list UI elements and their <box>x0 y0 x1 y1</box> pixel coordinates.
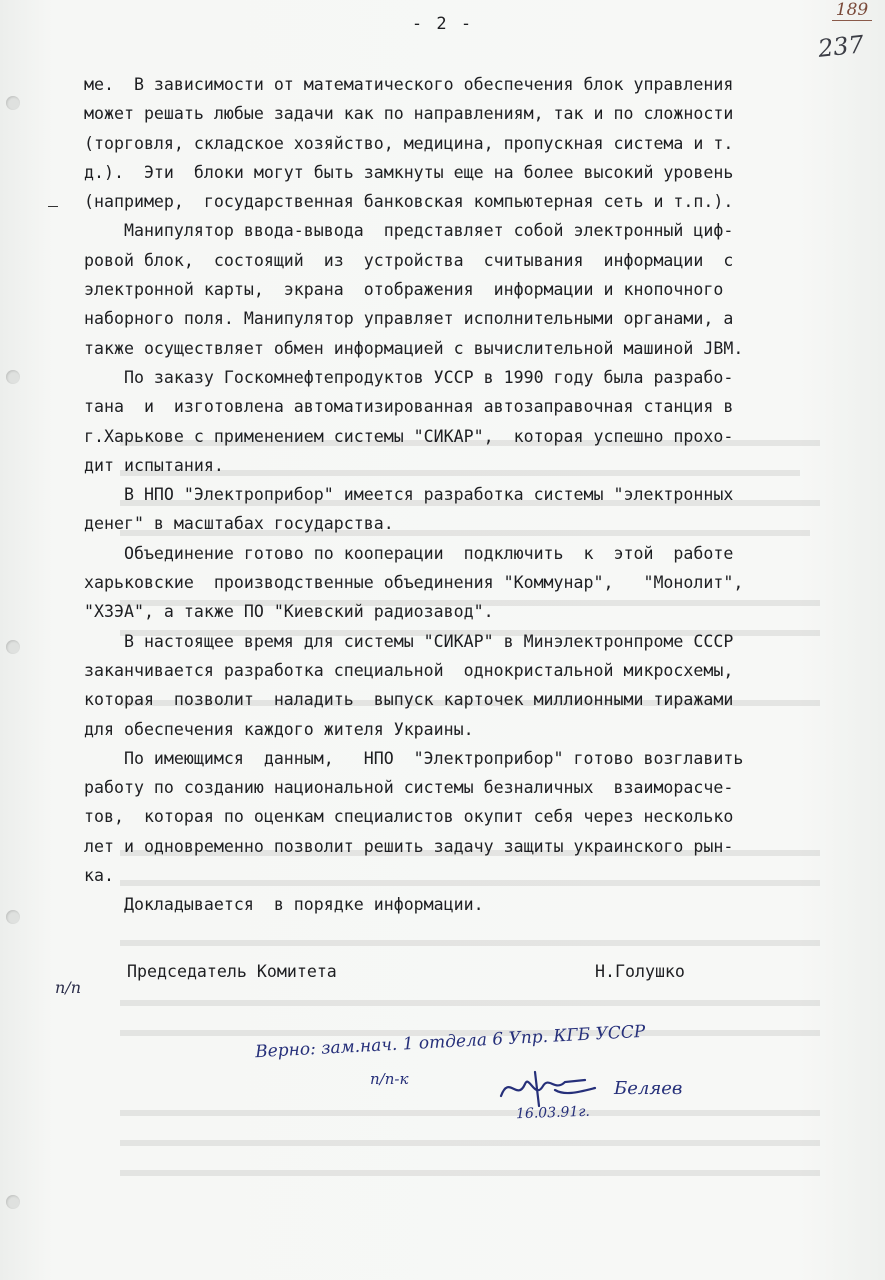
signature-block <box>0 962 885 992</box>
body-line: также осуществляет обмен информацией с вычислительной машиной JBM. <box>84 338 744 358</box>
body-line: которая позволит наладить выпуск карточек миллионными тиражами <box>84 690 734 710</box>
handwritten-certification: Верно: зам.нач. 1 отдела 6 Упр. КГБ УССР <box>254 1021 646 1063</box>
body-line: наборного поля. Манипулятор управляет исполнительными органами, а <box>84 309 734 329</box>
body-line: тана и изготовлена автоматизированная автозаправочная станция в <box>84 397 734 417</box>
body-line: для обеспечения каждого жителя Украины. <box>84 719 474 739</box>
body-line: г.Харькове с применением системы "СИКАР", которая успешно прохо- <box>84 426 734 446</box>
binding-hole <box>6 370 20 384</box>
body-line: (например, государственная банковская компьютерная сеть и т.п.). <box>84 192 734 212</box>
body-line: Докладывается в порядке информации. <box>84 895 484 915</box>
binding-hole <box>6 640 20 654</box>
body-line: может решать любые задачи как по направлениям, так и по сложности <box>84 104 734 124</box>
body-line: По заказу Госкомнефтепродуктов УССР в 1990 году была разрабо- <box>84 367 734 387</box>
body-line: электронной карты, экрана отображения информации и кнопочного <box>84 280 724 300</box>
body-line: По имеющимся данным, НПО "Электроприбор" готово возглавить <box>84 748 744 768</box>
archive-folio-number: 189 <box>832 0 872 21</box>
body-line: (торговля, складское хозяйство, медицина, пропускная система и т. <box>84 133 734 153</box>
body-line: В НПО "Электроприбор" имеется разработка системы "электронных <box>84 485 734 505</box>
body-line: д.). Эти блоки могут быть замкнуты еще на более высокий уровень <box>84 162 734 182</box>
page-number: - 2 - <box>411 14 474 34</box>
signature-absence-mark: п/п <box>55 978 81 997</box>
body-line: денег" в масштабах государства. <box>84 514 394 534</box>
binding-hole <box>6 910 20 924</box>
body-line: ка. <box>84 866 114 886</box>
signer-position: Председатель Комитета <box>127 962 337 981</box>
body-line: Манипулятор ввода-вывода представляет собой электронный циф- <box>84 221 734 241</box>
body-line: заканчивается разработка специальной однокристальной микросхемы, <box>84 660 734 680</box>
body-line: тов, которая по оценкам специалистов окупит себя через несколько <box>84 807 734 827</box>
margin-dash <box>48 206 58 207</box>
body-line: ровой блок, состоящий из устройства считывания информации с <box>84 250 734 270</box>
document-body <box>84 70 826 920</box>
body-line: В настоящее время для системы "СИКАР" в Минэлектронпроме СССР <box>84 631 734 651</box>
binding-hole <box>6 1195 20 1209</box>
body-line: Объединение готово по кооперации подключить к этой работе <box>84 543 734 563</box>
sheet-number: 237 <box>816 30 866 63</box>
handwritten-date: 16.03.91г. <box>515 1103 591 1123</box>
handwritten-surname: Беляев <box>614 1078 683 1099</box>
handwritten-rank: п/п-к <box>370 1070 409 1088</box>
body-line: ме. В зависимости от математического обеспечения блок управления <box>84 75 734 94</box>
body-line: харьковские производственные объединения "Коммунар", "Монолит", <box>84 573 744 593</box>
body-line: дит испытания. <box>84 455 224 475</box>
body-line: "ХЗЭА", а также ПО "Киевский радиозавод". <box>84 602 494 622</box>
signer-name: Н.Голушко <box>595 962 685 981</box>
binding-hole <box>6 96 20 110</box>
body-line: лет и одновременно позволит решить задачу защиты украинского рын- <box>84 836 734 856</box>
body-line: работу по созданию национальной системы безналичных взаиморасче- <box>84 778 734 798</box>
